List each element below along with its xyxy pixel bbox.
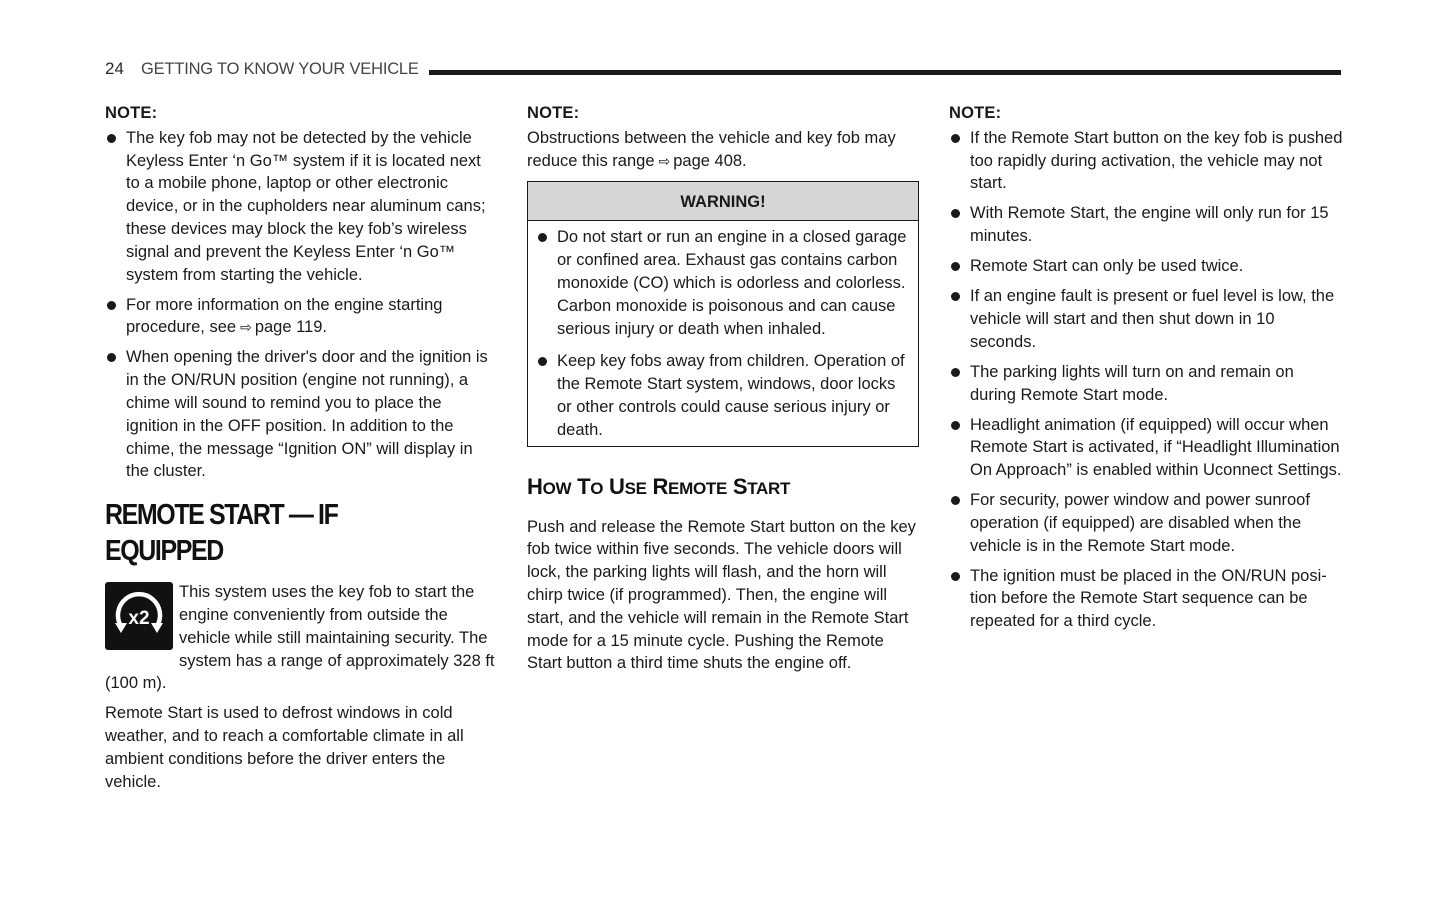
page-reference-link[interactable]: page 119. <box>254 318 327 337</box>
subhead-w5-rest: TART <box>747 478 791 498</box>
list-item-text: For security, power window and power sunroof operation (if equipped) are disabled when the vehicle is in the Remote Start mode. <box>970 491 1310 555</box>
icon-label: x2 <box>128 608 150 630</box>
page-header <box>105 58 1341 80</box>
note-bullets <box>949 127 1343 633</box>
list-item-text: For more information on the engine starting procedure, see <box>126 295 443 337</box>
subsection-title <box>527 473 919 503</box>
remote-start-description: This system uses the key fob to start the engine conveniently from outside the vehicle while still maintaining security. The system has a range of approximately 328 ft (100 m). <box>105 583 495 693</box>
column-3 <box>949 102 1343 640</box>
remote-start-intro <box>105 581 497 695</box>
list-item <box>949 489 1343 557</box>
subhead-w1-cap: H <box>527 473 543 499</box>
remote-start-x2-icon <box>105 582 173 650</box>
column-2 <box>527 102 919 682</box>
warning-body <box>528 221 918 445</box>
list-item <box>536 226 910 340</box>
subhead-w4-rest: EMOTE <box>668 478 727 498</box>
section-title: REMOTE START — IF EQUIPPED <box>105 499 338 568</box>
list-item-text: If the Remote Start button on the key fob is pushed too rapidly during activation, the vehicle may not start. <box>970 128 1343 193</box>
subhead-w1-rest: OW <box>542 478 572 498</box>
list-item-text: Remote Start can only be used twice. <box>970 257 1244 276</box>
header-rule <box>429 70 1341 75</box>
list-item <box>105 346 497 483</box>
note-text <box>527 127 919 173</box>
header-title: GETTING TO KNOW YOUR VEHICLE <box>141 60 419 78</box>
column-1 <box>105 102 497 801</box>
subhead-w3-rest: SE <box>624 478 647 498</box>
subhead-w4-cap: R <box>652 473 669 499</box>
note-bullets <box>105 127 497 483</box>
list-item-text: Do not start or run an engine in a closed garage or confined area. Exhaust gas contains carbon monoxide (CO) which is odorless and colorless. Carbon monoxide is poisonous and can cause serious injury or death when inhaled. <box>557 228 907 338</box>
remote-start-purpose: Remote Start is used to defrost windows in cold weather, and to reach a comfortable climate in all ambient conditions before the driver enters the vehicle. <box>105 704 464 791</box>
arrow-icon: ⇨ <box>658 152 671 169</box>
list-item <box>949 127 1343 195</box>
list-item-text: The ignition must be placed in the ON/RUN position before the Remote Start sequence can be repeated for a third cycle. <box>970 566 1327 631</box>
list-item <box>536 350 910 441</box>
list-item <box>949 202 1343 248</box>
note-label: NOTE: <box>527 104 580 122</box>
remote-start-x2-icon-graphic <box>105 582 173 650</box>
warning-box <box>527 181 919 446</box>
subhead-w5-cap: S <box>732 473 748 499</box>
arrow-icon: ⇨ <box>240 319 252 336</box>
list-item-text: Headlight animation (if equipped) will occur when Remote Start is activated, if “Headlight Illumination On Approach” is enabled within Uconnect Settings. <box>970 415 1342 480</box>
list-item <box>105 294 497 340</box>
list-item-text: The parking lights will turn on and remain on during Remote Start mode. <box>970 362 1294 404</box>
list-item <box>949 414 1343 482</box>
note-label: NOTE: <box>105 104 158 122</box>
note-label: NOTE: <box>949 104 1002 122</box>
subhead-w2-rest: O <box>590 478 604 498</box>
list-item-text: With Remote Start, the engine will only run for 15 minutes. <box>970 204 1329 246</box>
list-item <box>949 565 1343 633</box>
note-text-body: Obstructions between the vehicle and key fob may reduce this range <box>527 128 896 170</box>
list-item-text: Keep key fobs away from children. Operation of the Remote Start system, windows, door locks or other controls could cause serious injury or death. <box>557 352 905 439</box>
list-item <box>949 285 1343 353</box>
subhead-w3-cap: U <box>608 473 625 499</box>
list-item-text: When opening the driver's door and the ignition is in the ON/RUN position (engine not running), a chime will sound to remind you to place the ignition in the OFF position. In addition to the chime, the message “Ignition ON” will display in the cluster. <box>126 348 488 481</box>
list-item <box>949 361 1343 407</box>
warning-bullets <box>536 226 910 441</box>
list-item <box>105 127 497 287</box>
list-item-text: If an engine fault is present or fuel level is low, the vehicle will start and then shut down in 10 seconds. <box>970 287 1335 351</box>
list-item-text: The key fob may not be detected by the vehicle Keyless Enter ‘n Go™ system if it is located next to a mobile phone, laptop or other electronic device, or in the cupholders near aluminum cans; these devices may block the key fob’s wireless signal and prevent the Keyless Enter ‘n Go™ system from starting the vehicle. <box>126 128 486 284</box>
list-item <box>949 255 1343 278</box>
page-number: 24 <box>105 59 124 78</box>
page-reference-link[interactable]: page 408. <box>673 151 747 170</box>
subhead-w2-cap: T <box>577 473 591 499</box>
how-to-paragraph: Push and release the Remote Start button on the key fob twice within five seconds. The vehicle doors will lock, the parking lights will flash, and the horn will chirp twice (if programmed). Then, the engine will start, and the vehicle will remain in the Remote Start mode for a 15 minute cycle. Pushing the Remote Start button a third time shuts the engine off. <box>527 517 916 673</box>
warning-title: WARNING! <box>528 182 918 221</box>
